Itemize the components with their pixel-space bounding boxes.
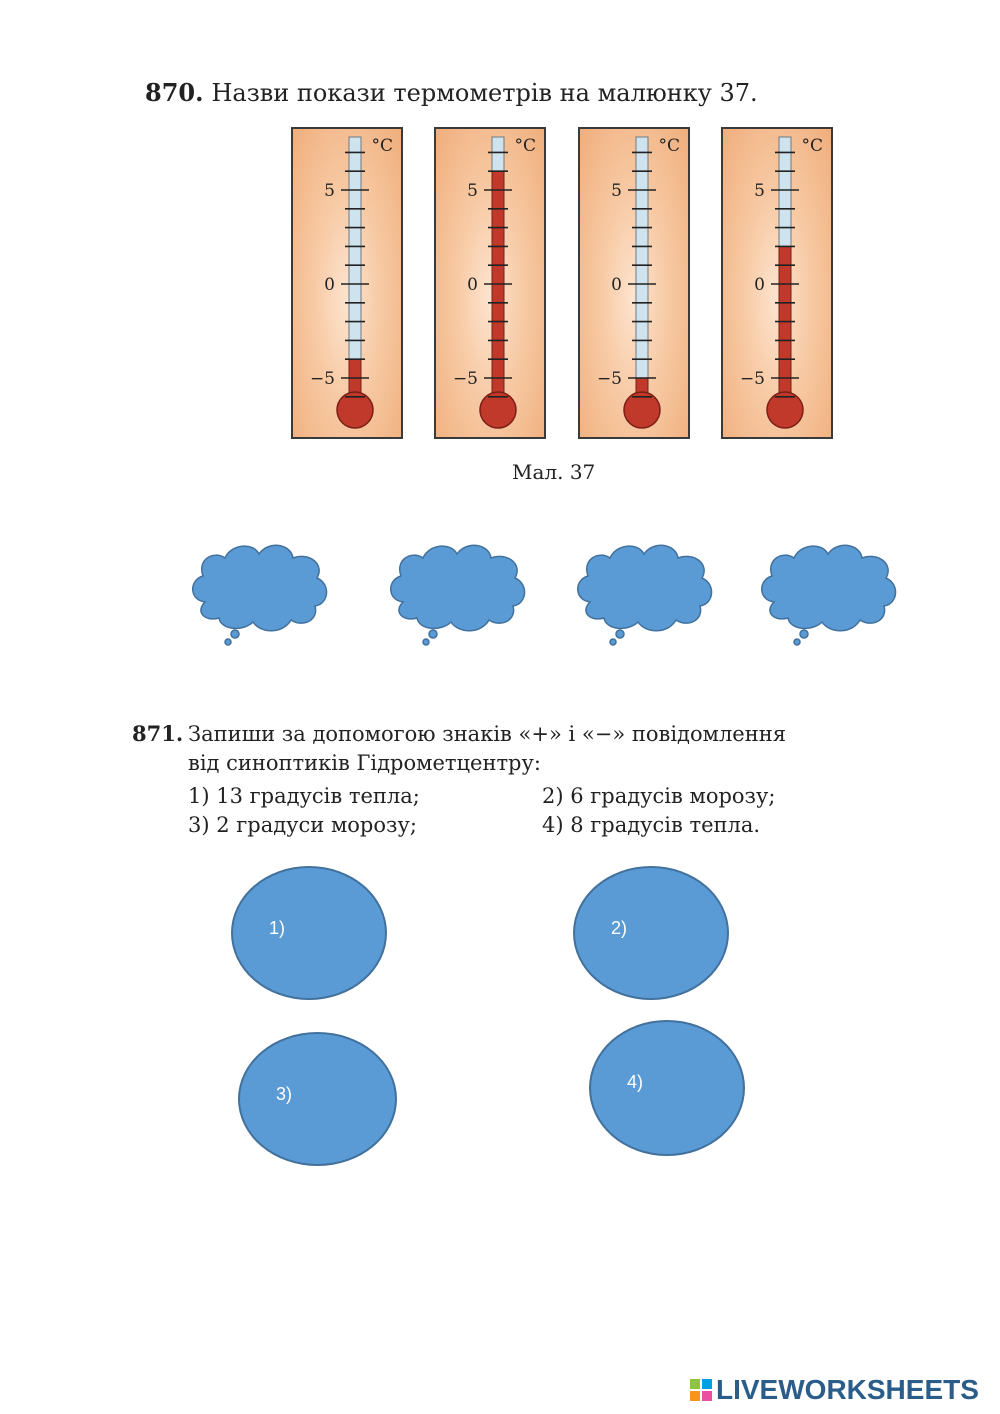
- unit-label: °C: [514, 136, 536, 156]
- thermometer-3: [578, 127, 690, 439]
- scale-label: 0: [324, 275, 335, 295]
- task-871-line-1: Запиши за допомогою знаків «+» і «−» повідомлення: [188, 722, 786, 746]
- answer-oval-label-2: 2): [611, 918, 628, 938]
- logo-mark-icon: [690, 1379, 712, 1401]
- answer-oval-4[interactable]: [589, 1020, 745, 1156]
- answer-oval-label-1: 1): [269, 918, 286, 938]
- thermometer-svg: [723, 129, 831, 437]
- scale-label: 5: [467, 181, 478, 201]
- thermometer-4: [721, 127, 833, 439]
- task-871-number: 871.: [132, 721, 184, 746]
- thermometer-svg: [580, 129, 688, 437]
- scale-label: 5: [324, 181, 335, 201]
- scale-label: 0: [611, 275, 622, 295]
- task-871-item-3: 3) 2 градуси морозу;: [188, 813, 417, 837]
- thermometer-2: [434, 127, 546, 439]
- scale-label: −5: [309, 369, 335, 389]
- answer-oval-1[interactable]: [231, 866, 387, 1000]
- answer-cloud-2[interactable]: [381, 530, 531, 650]
- task-871-item-2: 2) 6 градусів морозу;: [542, 784, 776, 808]
- task-871-line-2: від синоптиків Гідрометцентру:: [188, 751, 541, 775]
- scale-label: 5: [611, 181, 622, 201]
- task-871-item-1: 1) 13 градусів тепла;: [188, 784, 420, 808]
- thermometer-svg: [293, 129, 401, 437]
- cloud-shape: [762, 545, 896, 645]
- unit-label: °C: [371, 136, 393, 156]
- thermometer-svg: [436, 129, 544, 437]
- task-870-text: Назви покази термометрів на малюнку 37.: [211, 79, 758, 107]
- scale-label: 0: [467, 275, 478, 295]
- cloud-shape: [578, 545, 712, 645]
- cloud-shape: [193, 545, 327, 645]
- answer-cloud-4[interactable]: [752, 530, 902, 650]
- answer-cloud-1[interactable]: [183, 530, 333, 650]
- task-871-item-4: 4) 8 градусів тепла.: [542, 813, 761, 837]
- figure-caption: Мал. 37: [512, 460, 596, 484]
- thermometer-tube: [636, 137, 648, 416]
- liveworksheets-logo: [690, 1374, 979, 1406]
- answer-oval-label-4: 4): [627, 1072, 644, 1092]
- scale-label: −5: [452, 369, 478, 389]
- answer-oval-2[interactable]: [573, 866, 729, 1000]
- unit-label: °C: [801, 136, 823, 156]
- scale-label: −5: [596, 369, 622, 389]
- scale-label: 0: [754, 275, 765, 295]
- cloud-shape: [391, 545, 525, 645]
- unit-label: °C: [658, 136, 680, 156]
- scale-label: 5: [754, 181, 765, 201]
- task-870-heading: [145, 78, 758, 107]
- task-870-number: 870.: [145, 78, 204, 107]
- thermometer-1: [291, 127, 403, 439]
- answer-cloud-3[interactable]: [568, 530, 718, 650]
- answer-oval-3[interactable]: [238, 1032, 397, 1166]
- answer-oval-label-3: 3): [276, 1084, 293, 1104]
- scale-label: −5: [739, 369, 765, 389]
- logo-text: LIVEWORKSHEETS: [716, 1374, 979, 1405]
